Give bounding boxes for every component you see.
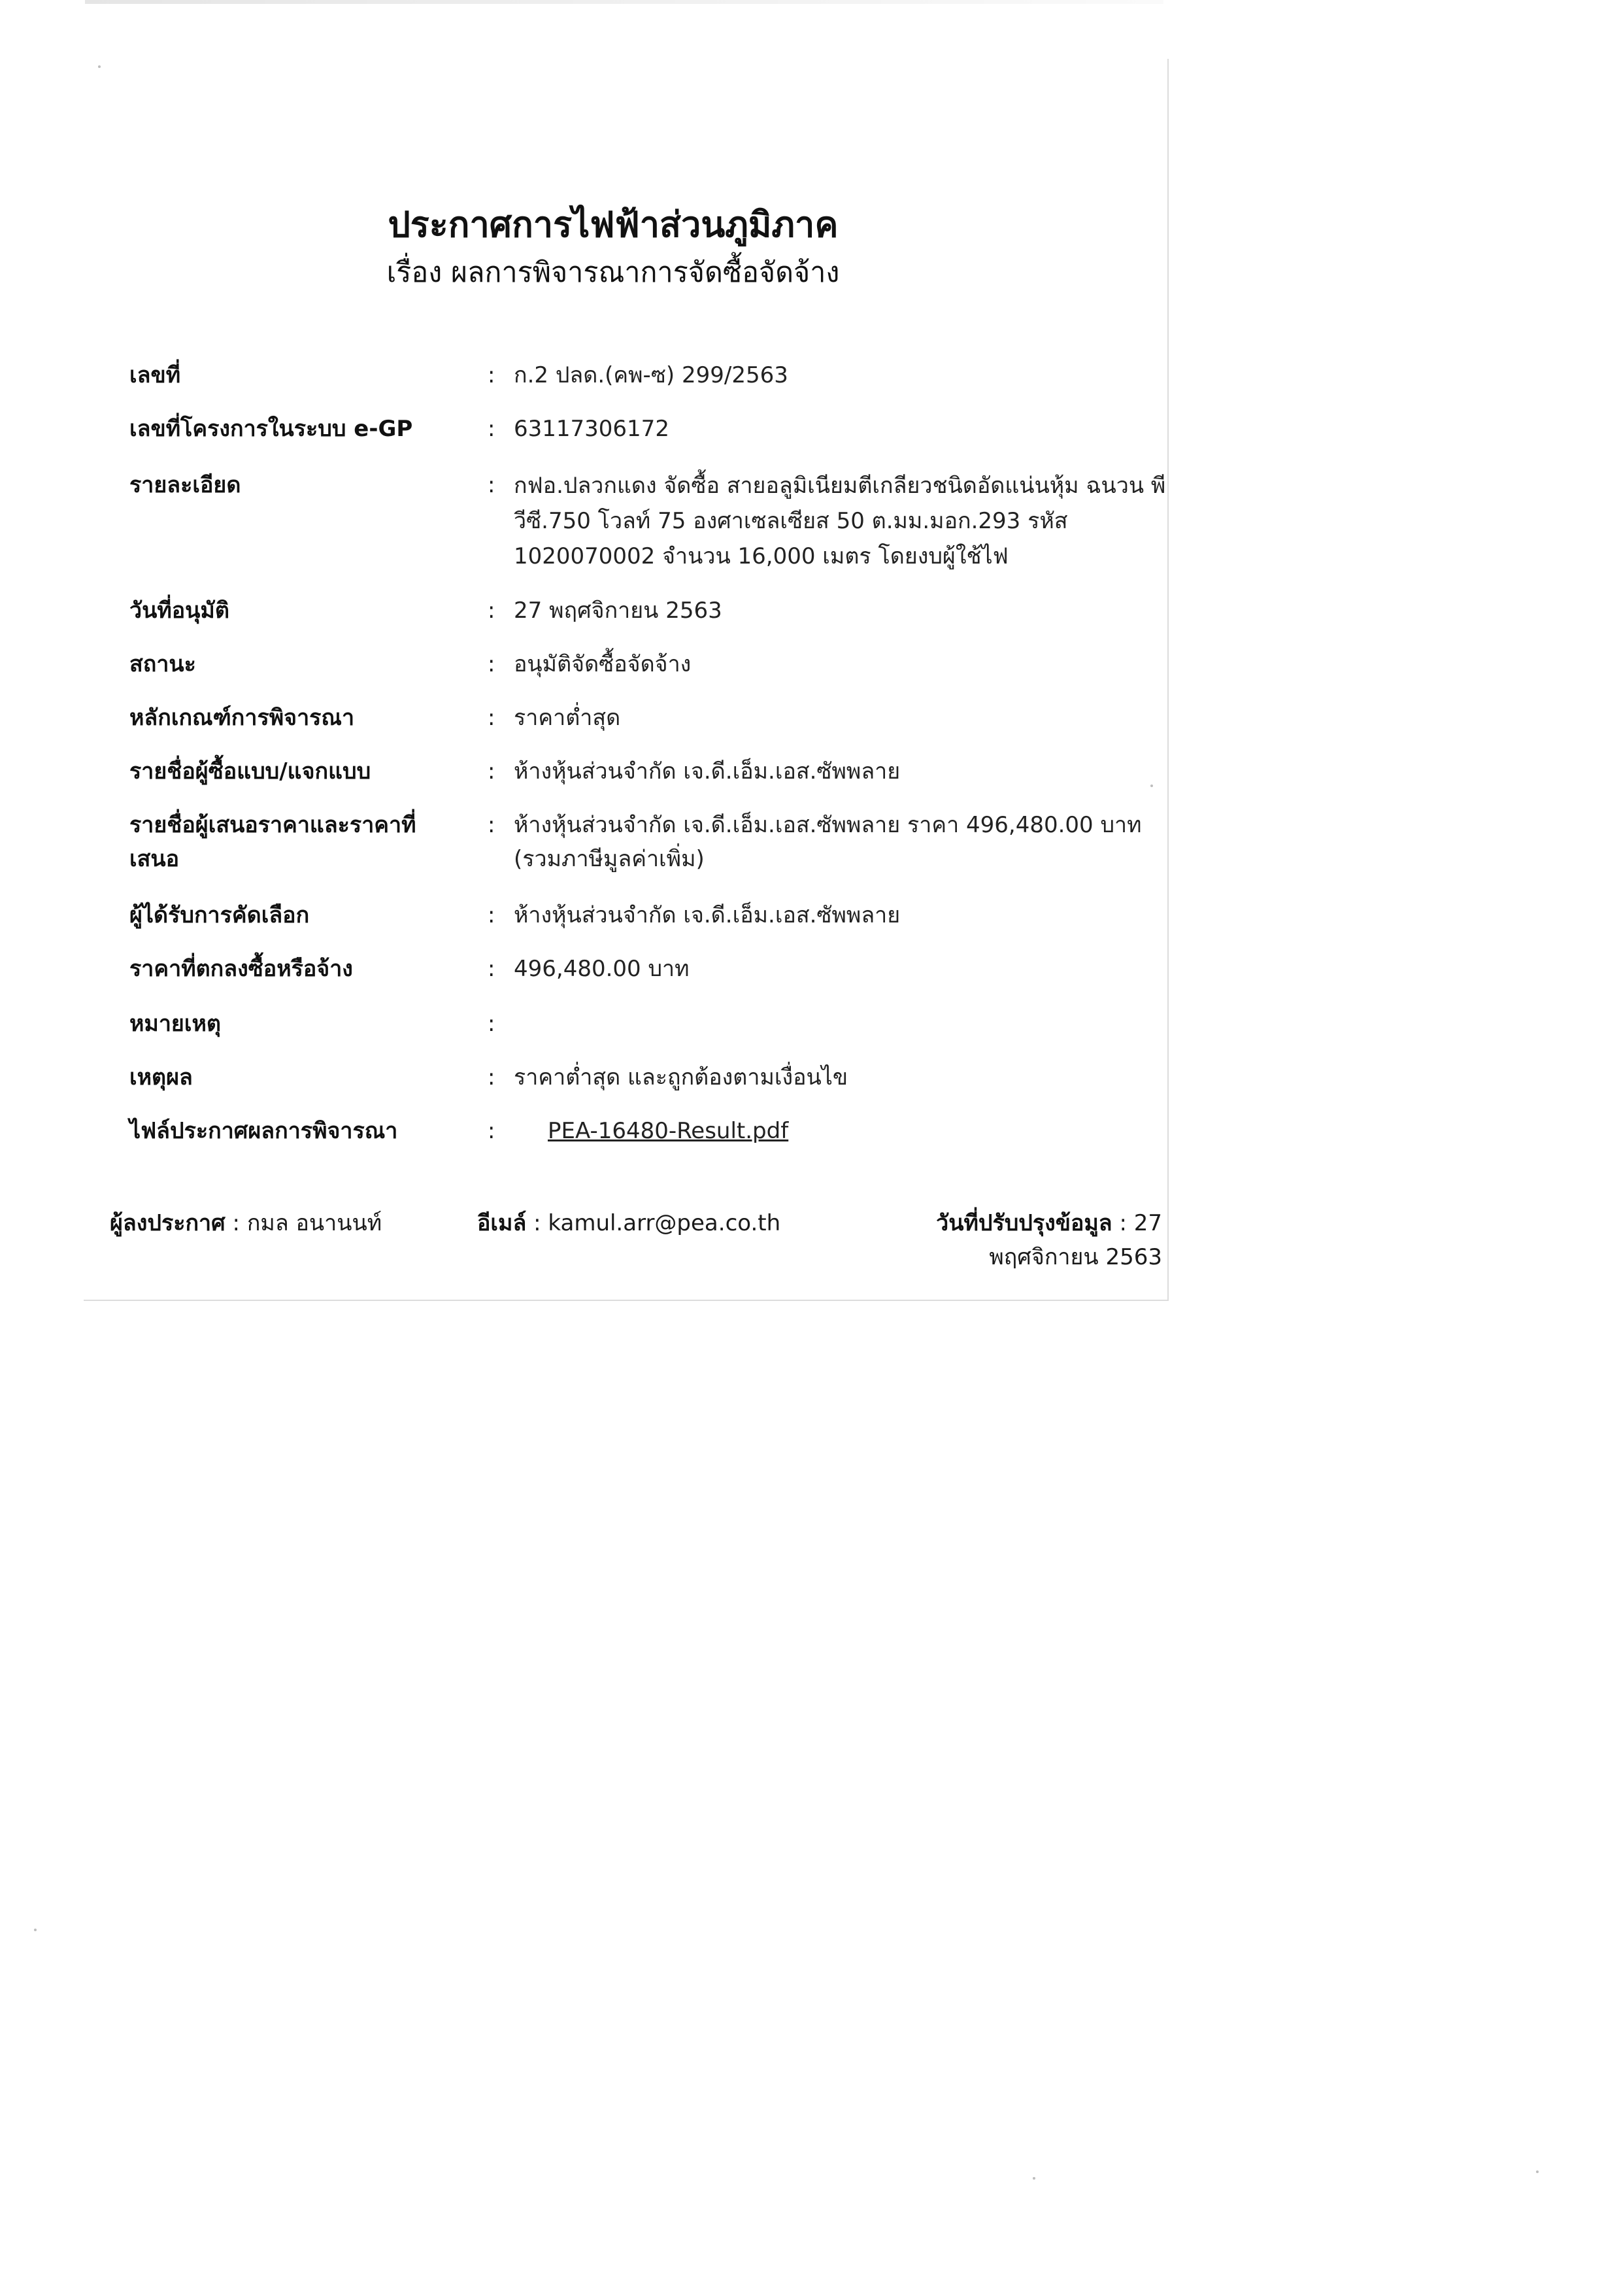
updated-label: วันที่ปรับปรุงข้อมูล [936,1210,1112,1236]
announcer-name: กมล อนานนท์ [246,1210,382,1236]
field-label: เหตุผล [129,1064,193,1090]
email-label: อีเมล์ [477,1210,527,1236]
field-label: เลขที่โครงการในระบบ e-GP [129,416,413,442]
scan-speck [1150,785,1153,787]
field-value: 496,480.00 บาท [514,956,690,982]
field-label: ไฟล์ประกาศผลการพิจารณา [129,1118,398,1144]
footer-email [477,1206,780,1240]
field-colon: : [488,362,495,388]
field-colon: : [488,1064,495,1090]
footer-announcer [110,1206,382,1240]
field-label: รายชื่อผู้ซื้อแบบ/แจกแบบ [129,758,371,785]
field-label: รายชื่อผู้เสนอราคาและราคาที่เสนอ [129,812,416,872]
footer-colon: : [1119,1210,1127,1236]
field-colon: : [488,472,495,498]
scan-speck [98,65,101,68]
scan-speck [34,1929,37,1931]
field-colon: : [488,1118,495,1144]
field-value: ราคาต่ำสุด [514,705,621,731]
field-value: อนุมัติจัดซื้อจัดจ้าง [514,651,692,677]
field-label: สถานะ [129,651,196,677]
field-value: ห้างหุ้นส่วนจำกัด เจ.ดี.เอ็ม.เอส.ซัพพลาย ราคา 496,480.00 บาท (รวมภาษีมูลค่าเพิ่ม) [514,812,1142,872]
announcement-card [84,59,1169,1301]
field-label: หลักเกณฑ์การพิจารณา [129,705,355,731]
announcement-title: ประกาศการไฟฟ้าส่วนภูมิภาค [388,204,839,245]
field-value: ก.2 ปลด.(คพ-ซ) 299/2563 [514,362,788,388]
updated-date: 27 พฤศจิกายน 2563 [989,1210,1162,1270]
footer-colon: : [232,1210,241,1236]
field-label: ผู้ได้รับการคัดเลือก [129,902,310,928]
field-colon: : [488,956,495,982]
field-colon: : [488,416,495,442]
field-label: วันที่อนุมัติ [129,598,229,624]
email-address[interactable]: kamul.arr@pea.co.th [548,1210,781,1236]
field-colon: : [488,812,495,838]
field-colon: : [488,705,495,731]
announcement-subject: เรื่อง ผลการพิจารณาการจัดซื้อจัดจ้าง [386,256,840,289]
field-colon: : [488,598,495,624]
field-colon: : [488,1011,495,1037]
scan-speck [1033,2177,1035,2180]
field-value: กฟอ.ปลวกแดง จัดซื้อ สายอลูมิเนียมตีเกลียวชนิดอัดแน่นหุ้ม ฉนวน พีวีซี.750 โวลท์ 75 องศาเซลเซียส 50 ต.มม.มอก.293 รหัส 1020070002 จำนวน 16,000 เมตร โดยงบผู้ใช้ไฟ [514,473,1166,569]
footer-colon: : [533,1210,541,1236]
field-colon: : [488,651,495,677]
field-label: รายละเอียด [129,472,241,498]
field-colon: : [488,758,495,785]
field-value: ห้างหุ้นส่วนจำกัด เจ.ดี.เอ็ม.เอส.ซัพพลาย [514,902,901,928]
result-file-link[interactable]: PEA-16480-Result.pdf [548,1118,789,1144]
field-value: 63117306172 [514,416,669,442]
announcer-label: ผู้ลงประกาศ [110,1210,226,1236]
field-colon: : [488,902,495,928]
field-value: 27 พฤศจิกายน 2563 [514,598,722,624]
footer-updated [901,1206,1162,1274]
scan-speck [1536,2170,1539,2173]
field-value: ห้างหุ้นส่วนจำกัด เจ.ดี.เอ็ม.เอส.ซัพพลาย [514,758,901,785]
field-label: หมายเหตุ [129,1011,221,1037]
field-value: ราคาต่ำสุด และถูกต้องตามเงื่อนไข [514,1064,848,1090]
scan-edge-artifact [85,0,1163,4]
field-label: เลขที่ [129,362,181,388]
field-label: ราคาที่ตกลงซื้อหรือจ้าง [129,956,353,982]
